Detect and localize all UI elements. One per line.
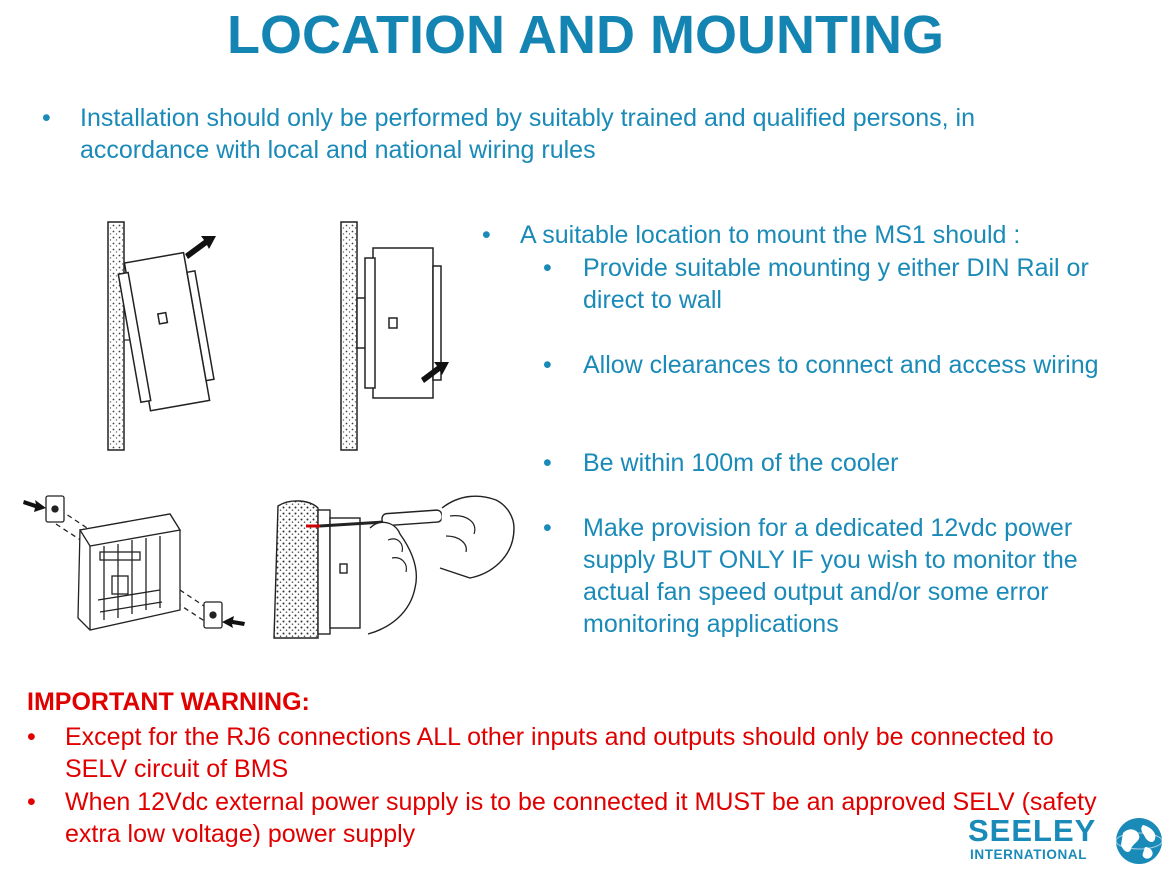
logo-subtitle: INTERNATIONAL: [970, 847, 1088, 862]
seeley-logo: [968, 813, 1168, 869]
bullet-marker: •: [543, 351, 552, 379]
bullet-marker: •: [42, 104, 51, 132]
screwdriver-release-illustration: [270, 488, 520, 644]
warning-item: [27, 721, 1117, 785]
location-item-text: Allow clearances to connect and access wiring: [583, 351, 1099, 379]
location-item-text: Provide suitable mounting y either DIN Rail or direct to wall: [583, 254, 1089, 314]
warning-item-text: When 12Vdc external power supply is to be connected it MUST be an approved SELV (safety extra low voltage) power supply: [65, 788, 1097, 848]
din-rail-mount-clip-illustration: [333, 218, 463, 454]
bullet-marker: •: [482, 221, 491, 249]
din-rail-mount-tilt-illustration: [100, 218, 230, 454]
bullet-marker: •: [543, 514, 552, 542]
bullet-marker: •: [27, 788, 36, 816]
location-item: [543, 447, 1133, 479]
intro-bullet: [42, 102, 1102, 166]
bullet-marker: •: [27, 723, 36, 751]
location-item: [543, 349, 1133, 381]
warning-title: IMPORTANT WARNING:: [27, 688, 310, 716]
bullet-marker: •: [543, 449, 552, 477]
location-item-text: Make provision for a dedicated 12vdc power supply BUT ONLY IF you wish to monitor the actual fan speed output and/or some error monitoring applications: [583, 514, 1078, 638]
location-heading-bullet: [482, 219, 1122, 251]
location-item: [543, 512, 1133, 640]
location-item: [543, 252, 1133, 316]
page-title: LOCATION AND MOUNTING: [227, 5, 944, 65]
globe-icon: [1113, 815, 1165, 867]
logo-name: SEELEY: [968, 813, 1097, 848]
warning-item-text: Except for the RJ6 connections ALL other inputs and outputs should only be connected to SELV circuit of BMS: [65, 723, 1054, 783]
warning-item: [27, 786, 1117, 850]
bullet-marker: •: [543, 254, 552, 282]
location-heading: A suitable location to mount the MS1 should :: [520, 221, 1021, 249]
location-item-text: Be within 100m of the cooler: [583, 449, 899, 477]
intro-bullet-text: Installation should only be performed by suitably trained and qualified persons, in accordance with local and national wiring rules: [80, 104, 975, 164]
wall-mount-bracket-illustration: [20, 490, 250, 650]
